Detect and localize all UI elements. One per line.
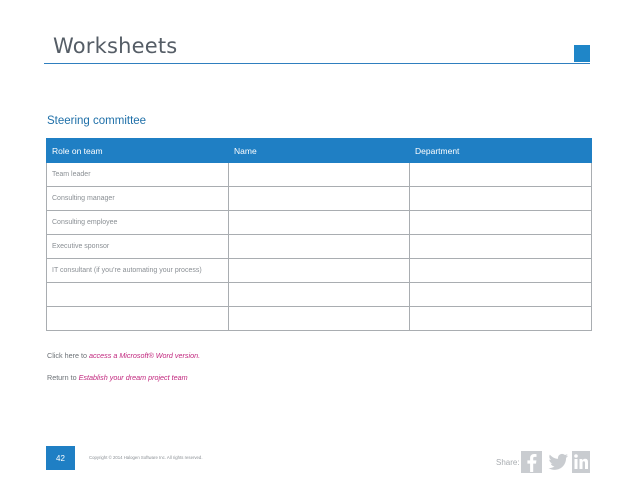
department-cell[interactable]	[410, 163, 592, 187]
word-version-link[interactable]: access a Microsoft® Word version.	[88, 351, 201, 360]
table-row	[47, 259, 592, 283]
department-cell[interactable]	[410, 235, 592, 259]
table-row	[47, 187, 592, 211]
department-cell[interactable]	[410, 283, 592, 307]
return-note-prefix: Return to	[47, 373, 79, 382]
role-cell: Consulting employee	[47, 211, 229, 235]
role-cell: IT consultant (if you’re automating your process)	[47, 259, 229, 283]
name-cell[interactable]	[229, 283, 410, 307]
share-label: Share:	[496, 458, 520, 467]
twitter-icon[interactable]	[546, 451, 570, 473]
column-header-department: Department	[410, 139, 592, 163]
dream-team-link[interactable]: Establish your dream project team	[78, 373, 188, 382]
name-cell[interactable]	[229, 259, 410, 283]
corner-accent-square	[574, 45, 590, 62]
title-divider	[44, 63, 590, 64]
name-cell[interactable]	[229, 163, 410, 187]
word-version-note	[47, 351, 200, 360]
role-cell[interactable]	[47, 307, 229, 331]
table-row	[47, 211, 592, 235]
linkedin-icon[interactable]	[572, 451, 590, 473]
return-note	[47, 373, 188, 382]
department-cell[interactable]	[410, 307, 592, 331]
table-header-row	[47, 139, 592, 163]
copyright-text: Copyright © 2014 Halogen Software Inc. All rights reserved.	[89, 455, 203, 460]
section-title: Steering committee	[47, 115, 147, 127]
department-cell[interactable]	[410, 211, 592, 235]
page-number: 42	[46, 446, 75, 470]
department-cell[interactable]	[410, 187, 592, 211]
role-cell: Executive sponsor	[47, 235, 229, 259]
name-cell[interactable]	[229, 211, 410, 235]
department-cell[interactable]	[410, 259, 592, 283]
role-cell: Team leader	[47, 163, 229, 187]
table-row	[47, 307, 592, 331]
table-row	[47, 235, 592, 259]
page-title: Worksheets	[53, 34, 178, 58]
name-cell[interactable]	[229, 235, 410, 259]
steering-committee-table	[46, 138, 592, 331]
name-cell[interactable]	[229, 307, 410, 331]
word-note-prefix: Click here to	[47, 351, 89, 360]
name-cell[interactable]	[229, 187, 410, 211]
column-header-name: Name	[229, 139, 410, 163]
table-row	[47, 163, 592, 187]
table-row	[47, 283, 592, 307]
facebook-icon[interactable]	[521, 451, 542, 473]
column-header-role: Role on team	[47, 139, 229, 163]
role-cell[interactable]	[47, 283, 229, 307]
role-cell: Consulting manager	[47, 187, 229, 211]
